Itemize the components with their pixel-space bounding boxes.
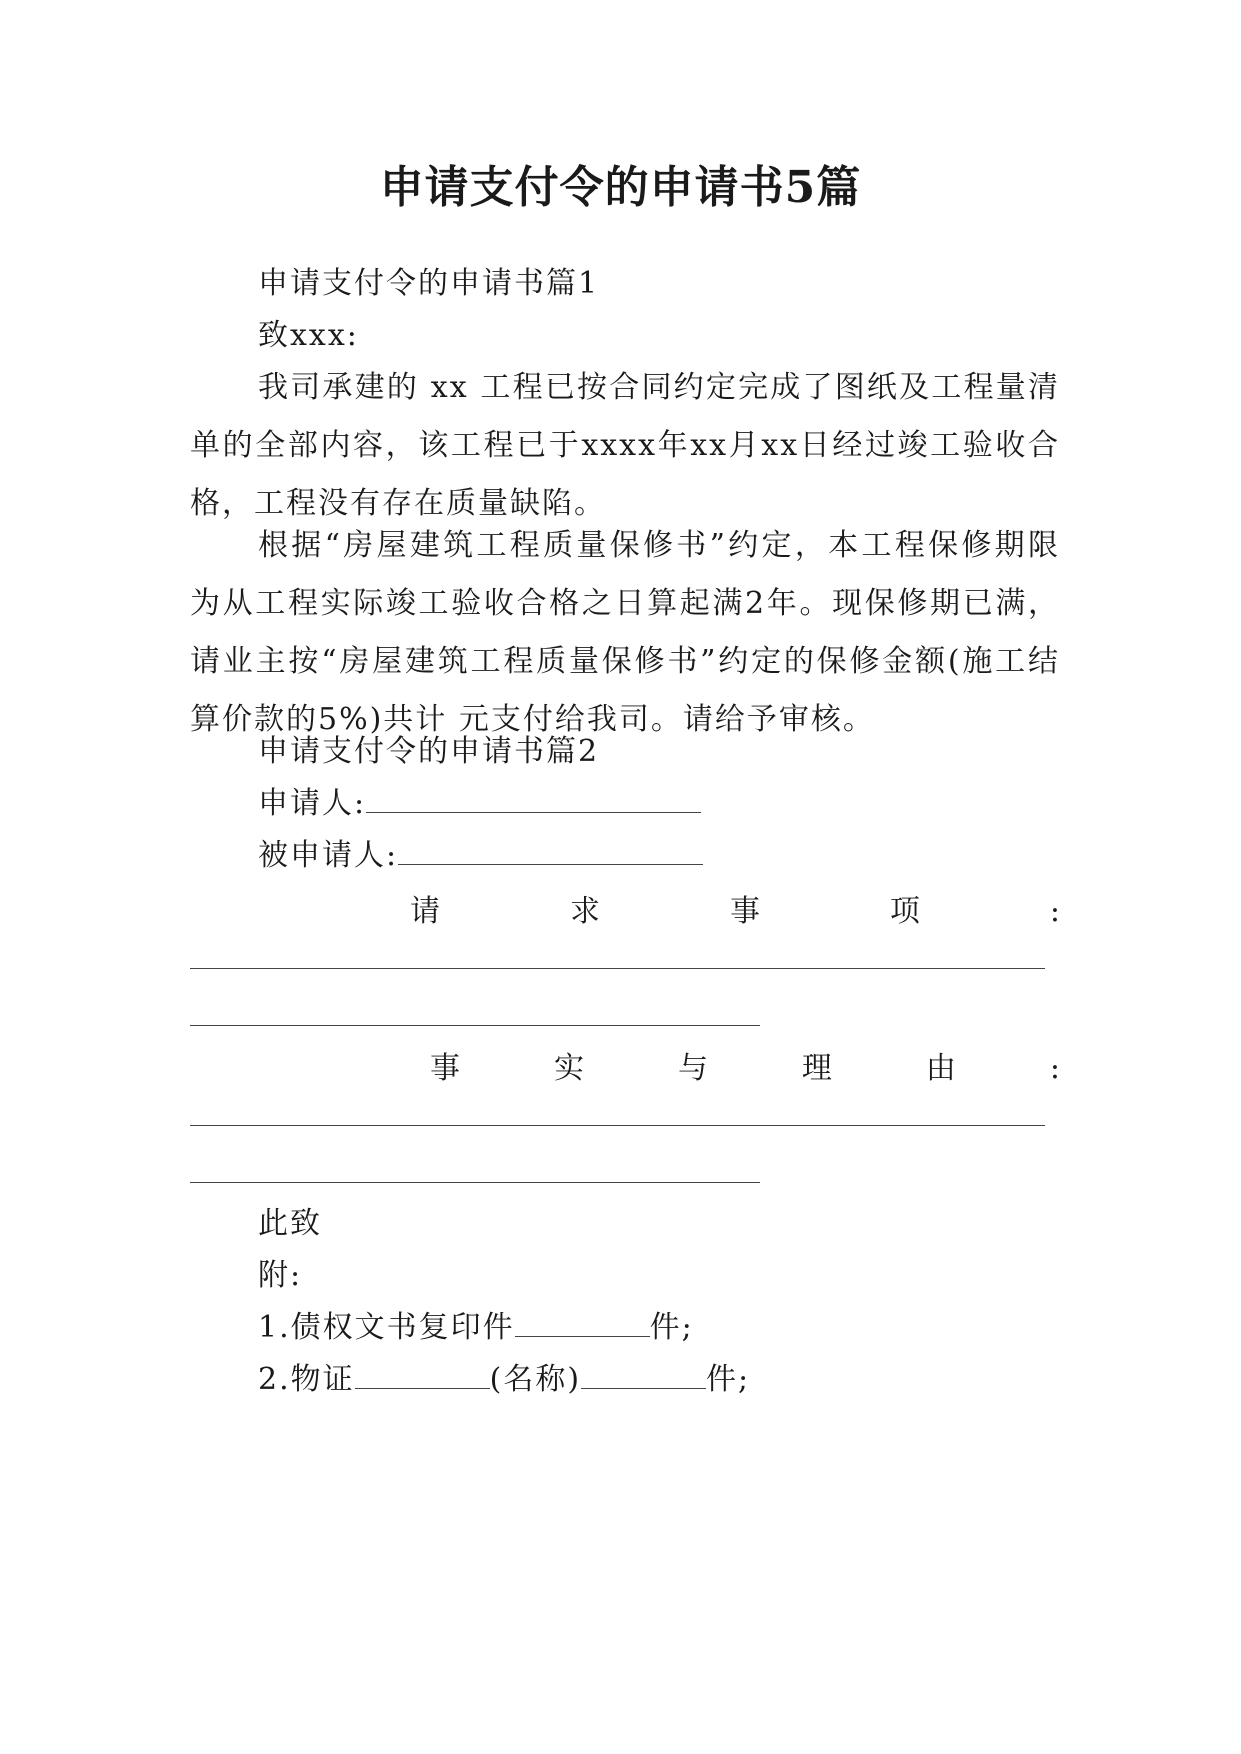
- respondent-blank: [398, 834, 703, 865]
- claims-char: 事: [729, 894, 760, 929]
- attachment2-prefix: 2.物证: [258, 1362, 355, 1397]
- respondent-line: [258, 827, 1058, 885]
- section1-paragraph2: 根据“房屋建筑工程质量保修书”约定，本工程保修期限为从工程实际竣工验收合格之日算起满2年。现保修期已满，请业主按“房屋建筑工程质量保修书”约定的保修金额(施工结算价款的5%)共计 元支付给我司。请给予审核。: [190, 528, 1060, 737]
- claims-rule-line-2: [190, 1025, 760, 1026]
- attachment-item-2: [258, 1351, 1058, 1409]
- claims-char: 求: [569, 894, 600, 929]
- document-title: 申请支付令的申请书5篇: [379, 162, 862, 213]
- claims-char: 请: [410, 894, 440, 929]
- attachment1-prefix: 1.债权文书复印件: [258, 1310, 515, 1345]
- facts-heading: [190, 1040, 1060, 1098]
- respondent-label: 被申请人:: [258, 838, 399, 873]
- facts-char: :: [1049, 1051, 1060, 1086]
- attachment2-blank-2: [581, 1358, 706, 1389]
- section1-salutation: 致xxx:: [258, 318, 359, 353]
- attachment2-middle: (名称): [489, 1362, 582, 1397]
- section1-heading: 申请支付令的申请书篇1: [258, 266, 600, 301]
- section1-paragraph1: 我司承建的 xx 工程已按合同约定完成了图纸及工程量清单的全部内容，该工程已于xxxx年xx月xx日经过竣工验收合格，工程没有存在质量缺陷。: [190, 370, 1060, 521]
- section2-heading: 申请支付令的申请书篇2: [258, 734, 600, 769]
- facts-char: 事: [430, 1051, 460, 1086]
- attachment2-suffix: 件;: [706, 1362, 751, 1397]
- applicant-blank: [366, 782, 701, 813]
- attachment1-suffix: 件;: [649, 1310, 694, 1345]
- claims-char: 项: [889, 894, 920, 929]
- closing-text: 此致: [258, 1206, 322, 1241]
- claims-rule-line-1: [190, 968, 1045, 969]
- facts-char: 理: [801, 1051, 832, 1086]
- facts-rule-line-2: [190, 1182, 760, 1183]
- facts-char: 实: [553, 1051, 584, 1086]
- applicant-label: 申请人:: [258, 786, 367, 821]
- applicant-line: [258, 775, 1058, 833]
- facts-char: 由: [925, 1051, 956, 1086]
- claims-char: :: [1049, 894, 1060, 929]
- attachment-label: 附:: [258, 1258, 303, 1293]
- attachment1-blank: [515, 1306, 650, 1337]
- claims-heading: [190, 883, 1060, 941]
- facts-char: 与: [677, 1051, 708, 1086]
- attachment2-blank-1: [355, 1358, 490, 1389]
- facts-rule-line-1: [190, 1125, 1045, 1126]
- attachment-item-1: [258, 1299, 1058, 1357]
